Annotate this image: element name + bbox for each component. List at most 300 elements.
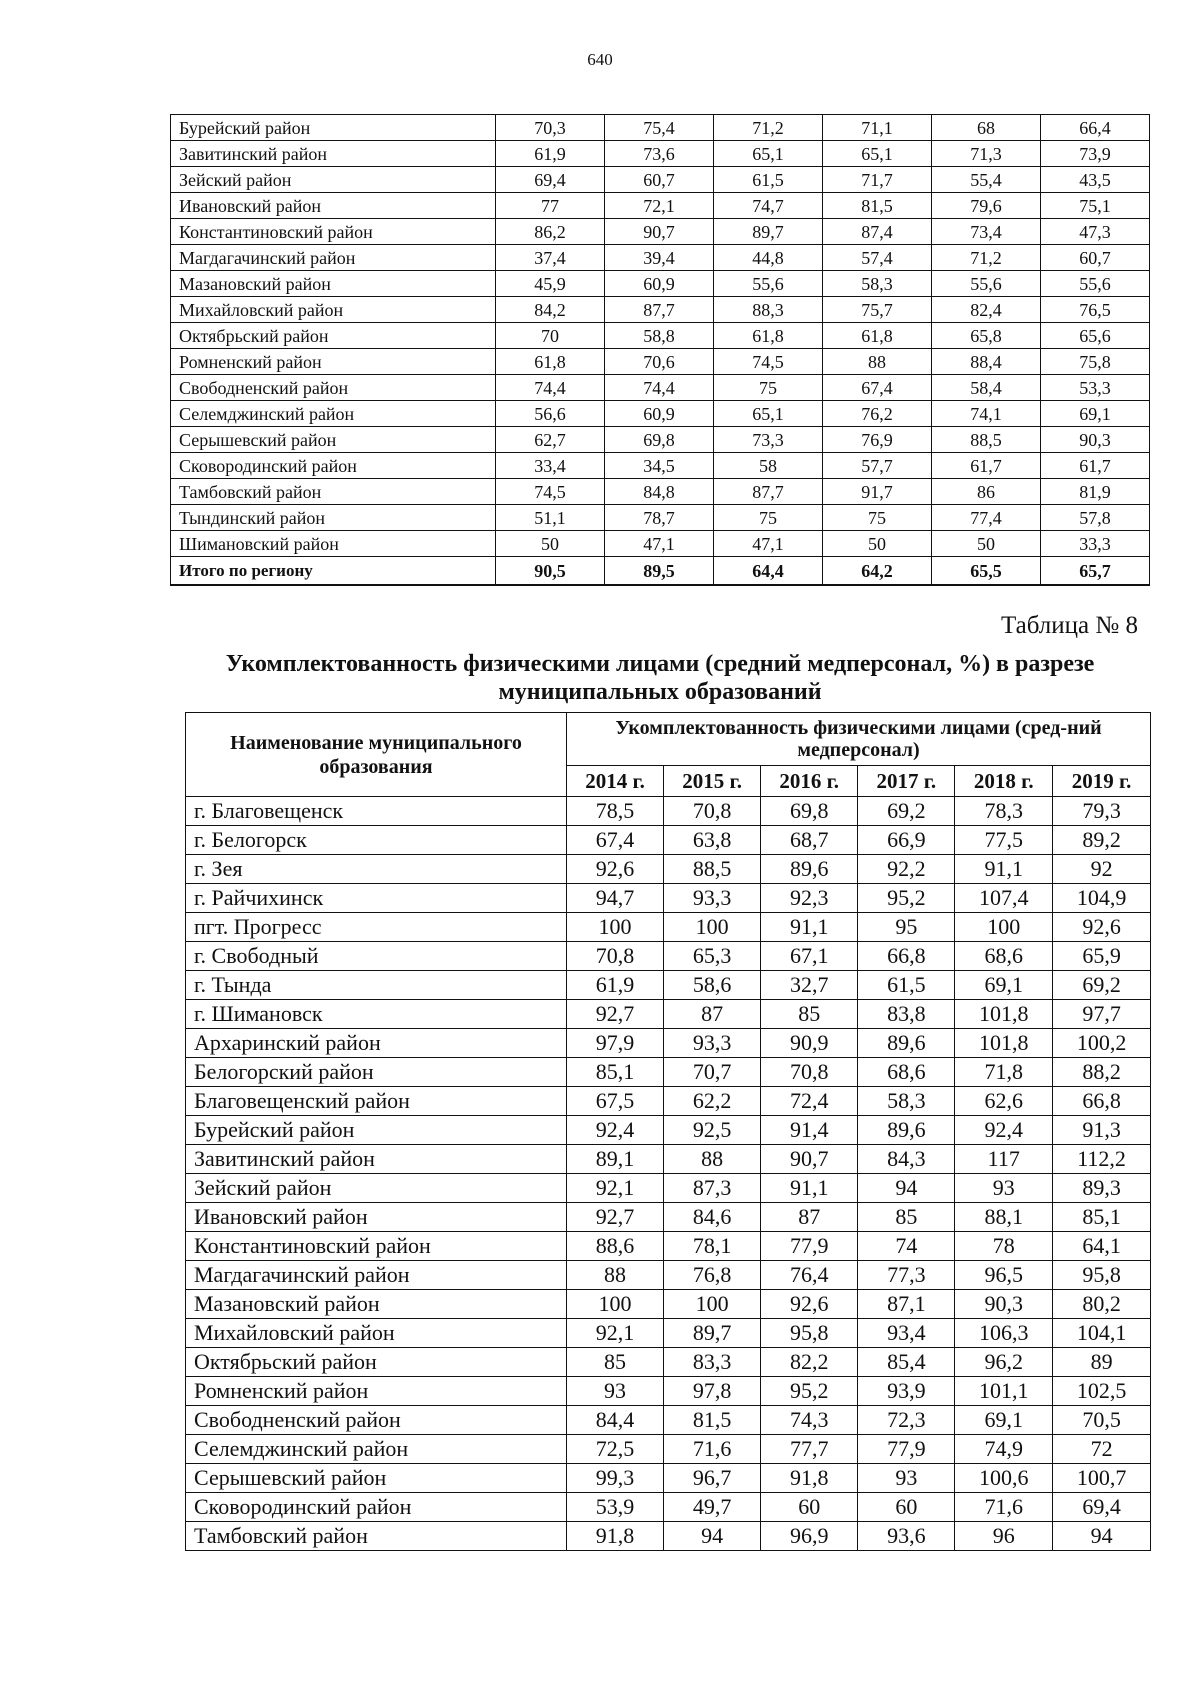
- value-cell: 62,2: [664, 1087, 761, 1116]
- value-cell: 69,1: [955, 1406, 1053, 1435]
- value-cell: 92,2: [858, 855, 955, 884]
- value-cell: 88,1: [955, 1203, 1053, 1232]
- year-header: 2014 г.: [567, 766, 664, 797]
- value-cell: 95: [858, 913, 955, 942]
- table-row: [171, 453, 1150, 479]
- value-cell: 71,1: [823, 115, 932, 141]
- value-cell: 70,8: [664, 797, 761, 826]
- value-cell: 65,3: [664, 942, 761, 971]
- value-cell: 92,5: [664, 1116, 761, 1145]
- value-cell: 70,7: [664, 1058, 761, 1087]
- value-cell: 65,9: [1053, 942, 1151, 971]
- value-cell: 69,1: [955, 971, 1053, 1000]
- value-cell: 74,3: [761, 1406, 858, 1435]
- value-cell: 53,9: [567, 1493, 664, 1522]
- value-cell: 97,7: [1053, 1000, 1151, 1029]
- table-row: [171, 375, 1150, 401]
- value-cell: 91,8: [761, 1464, 858, 1493]
- year-header: 2016 г.: [761, 766, 858, 797]
- value-cell: 66,4: [1041, 115, 1150, 141]
- value-cell: 65,1: [714, 141, 823, 167]
- value-cell: 89,1: [567, 1145, 664, 1174]
- row-name-cell: Свободненский район: [186, 1406, 567, 1435]
- value-cell: 87,7: [605, 297, 714, 323]
- value-cell: 84,2: [496, 297, 605, 323]
- table-row: [171, 115, 1150, 141]
- value-cell: 88,3: [714, 297, 823, 323]
- value-cell: 93: [567, 1377, 664, 1406]
- value-cell: 74,4: [605, 375, 714, 401]
- value-cell: 78,5: [567, 797, 664, 826]
- value-cell: 70,3: [496, 115, 605, 141]
- value-cell: 80,2: [1053, 1290, 1151, 1319]
- row-name-cell: Ромненский район: [171, 349, 496, 375]
- row-name-cell: Константиновский район: [171, 219, 496, 245]
- value-cell: 95,2: [858, 884, 955, 913]
- value-cell: 101,8: [955, 1029, 1053, 1058]
- value-cell: 86: [932, 479, 1041, 505]
- row-name-cell: Белогорский район: [186, 1058, 567, 1087]
- total-value-cell: 90,5: [496, 557, 605, 586]
- value-cell: 74,5: [496, 479, 605, 505]
- value-cell: 92,1: [567, 1319, 664, 1348]
- value-cell: 61,9: [496, 141, 605, 167]
- value-cell: 84,3: [858, 1145, 955, 1174]
- value-cell: 77,5: [955, 826, 1053, 855]
- table-row: [186, 826, 1151, 855]
- table-row: [186, 1174, 1151, 1203]
- total-value-cell: 89,5: [605, 557, 714, 586]
- value-cell: 61,7: [1041, 453, 1150, 479]
- row-name-cell: г. Благовещенск: [186, 797, 567, 826]
- value-cell: 104,1: [1053, 1319, 1151, 1348]
- value-cell: 87,7: [714, 479, 823, 505]
- value-cell: 100: [664, 913, 761, 942]
- value-cell: 44,8: [714, 245, 823, 271]
- value-cell: 65,1: [823, 141, 932, 167]
- value-cell: 85,4: [858, 1348, 955, 1377]
- value-cell: 90,7: [761, 1145, 858, 1174]
- value-cell: 61,5: [714, 167, 823, 193]
- value-cell: 64,1: [1053, 1232, 1151, 1261]
- value-cell: 92,4: [955, 1116, 1053, 1145]
- value-cell: 73,6: [605, 141, 714, 167]
- value-cell: 70: [496, 323, 605, 349]
- value-cell: 74,9: [955, 1435, 1053, 1464]
- value-cell: 91,4: [761, 1116, 858, 1145]
- row-name-cell: Селемджинский район: [186, 1435, 567, 1464]
- value-cell: 75: [714, 375, 823, 401]
- value-cell: 100: [955, 913, 1053, 942]
- value-cell: 70,5: [1053, 1406, 1151, 1435]
- value-cell: 62,6: [955, 1087, 1053, 1116]
- value-cell: 79,6: [932, 193, 1041, 219]
- table-row: [186, 942, 1151, 971]
- row-name-cell: Шимановский район: [171, 531, 496, 557]
- value-cell: 63,8: [664, 826, 761, 855]
- value-cell: 68,6: [955, 942, 1053, 971]
- value-cell: 96,7: [664, 1464, 761, 1493]
- value-cell: 96,2: [955, 1348, 1053, 1377]
- row-name-cell: г. Тында: [186, 971, 567, 1000]
- table-row: [186, 1348, 1151, 1377]
- value-cell: 57,8: [1041, 505, 1150, 531]
- value-cell: 67,1: [761, 942, 858, 971]
- value-cell: 58,6: [664, 971, 761, 1000]
- row-name-cell: пгт. Прогресс: [186, 913, 567, 942]
- value-cell: 78,3: [955, 797, 1053, 826]
- value-cell: 100: [567, 1290, 664, 1319]
- value-cell: 89,7: [664, 1319, 761, 1348]
- value-cell: 32,7: [761, 971, 858, 1000]
- value-cell: 61,8: [714, 323, 823, 349]
- year-header: 2019 г.: [1053, 766, 1151, 797]
- value-cell: 88: [664, 1145, 761, 1174]
- value-cell: 71,2: [932, 245, 1041, 271]
- value-cell: 86,2: [496, 219, 605, 245]
- table-row: [186, 1464, 1151, 1493]
- value-cell: 92,6: [761, 1290, 858, 1319]
- value-cell: 75: [823, 505, 932, 531]
- value-cell: 43,5: [1041, 167, 1150, 193]
- value-cell: 117: [955, 1145, 1053, 1174]
- row-name-cell: Завитинский район: [171, 141, 496, 167]
- row-name-cell: Серышевский район: [186, 1464, 567, 1493]
- row-name-cell: Тамбовский район: [171, 479, 496, 505]
- page-number: 640: [587, 50, 613, 69]
- table-row: [186, 1493, 1151, 1522]
- table-row: [186, 1087, 1151, 1116]
- value-cell: 85: [858, 1203, 955, 1232]
- table-number: Таблица № 8: [1000, 612, 1138, 639]
- value-cell: 71,6: [664, 1435, 761, 1464]
- value-cell: 92,7: [567, 1000, 664, 1029]
- value-cell: 71,8: [955, 1058, 1053, 1087]
- row-name-cell: Серышевский район: [171, 427, 496, 453]
- row-name-cell: Завитинский район: [186, 1145, 567, 1174]
- value-cell: 55,6: [714, 271, 823, 297]
- table-row: [171, 349, 1150, 375]
- value-cell: 94: [664, 1522, 761, 1551]
- value-cell: 83,8: [858, 1000, 955, 1029]
- row-name-cell: г. Шимановск: [186, 1000, 567, 1029]
- value-cell: 93,6: [858, 1522, 955, 1551]
- row-name-cell: г. Райчихинск: [186, 884, 567, 913]
- value-cell: 49,7: [664, 1493, 761, 1522]
- value-cell: 89,7: [714, 219, 823, 245]
- row-name-cell: Мазановский район: [186, 1290, 567, 1319]
- value-cell: 58,3: [858, 1087, 955, 1116]
- value-cell: 77,4: [932, 505, 1041, 531]
- table-row: [186, 1406, 1151, 1435]
- value-cell: 61,5: [858, 971, 955, 1000]
- value-cell: 74: [858, 1232, 955, 1261]
- value-cell: 65,1: [714, 401, 823, 427]
- value-cell: 93,4: [858, 1319, 955, 1348]
- row-name-cell: Бурейский район: [171, 115, 496, 141]
- value-cell: 76,8: [664, 1261, 761, 1290]
- value-cell: 102,5: [1053, 1377, 1151, 1406]
- value-cell: 66,9: [858, 826, 955, 855]
- total-label: Итого по региону: [171, 557, 496, 586]
- value-cell: 69,4: [496, 167, 605, 193]
- value-cell: 60,9: [605, 271, 714, 297]
- value-cell: 77: [496, 193, 605, 219]
- value-cell: 60,9: [605, 401, 714, 427]
- table-row: [171, 427, 1150, 453]
- value-cell: 60: [761, 1493, 858, 1522]
- value-cell: 65,6: [1041, 323, 1150, 349]
- value-cell: 77,7: [761, 1435, 858, 1464]
- value-cell: 58,8: [605, 323, 714, 349]
- table-row: [186, 797, 1151, 826]
- table-title: Укомплектованность физическими лицами (средний медперсонал, %) в разрезе муниципальных образований: [225, 651, 1095, 705]
- value-cell: 74,7: [714, 193, 823, 219]
- row-name-cell: Бурейский район: [186, 1116, 567, 1145]
- table-row: [186, 1116, 1151, 1145]
- table-row: [186, 1261, 1151, 1290]
- value-cell: 88: [823, 349, 932, 375]
- table-row: [186, 1145, 1151, 1174]
- row-name-cell: Свободненский район: [171, 375, 496, 401]
- value-cell: 87,3: [664, 1174, 761, 1203]
- value-cell: 92,6: [567, 855, 664, 884]
- value-cell: 56,6: [496, 401, 605, 427]
- table-previous-body: [171, 115, 1150, 586]
- value-cell: 51,1: [496, 505, 605, 531]
- value-cell: 99,3: [567, 1464, 664, 1493]
- value-cell: 92,4: [567, 1116, 664, 1145]
- value-cell: 55,6: [1041, 271, 1150, 297]
- table-row: [186, 971, 1151, 1000]
- value-cell: 101,1: [955, 1377, 1053, 1406]
- value-cell: 84,4: [567, 1406, 664, 1435]
- value-cell: 85,1: [567, 1058, 664, 1087]
- value-cell: 89,6: [761, 855, 858, 884]
- value-cell: 106,3: [955, 1319, 1053, 1348]
- value-cell: 47,1: [714, 531, 823, 557]
- value-cell: 75,8: [1041, 349, 1150, 375]
- row-name-cell: г. Белогорск: [186, 826, 567, 855]
- row-name-cell: Ивановский район: [171, 193, 496, 219]
- value-cell: 66,8: [858, 942, 955, 971]
- value-cell: 70,8: [567, 942, 664, 971]
- value-cell: 45,9: [496, 271, 605, 297]
- value-cell: 58,4: [932, 375, 1041, 401]
- value-cell: 90,3: [1041, 427, 1150, 453]
- value-cell: 84,6: [664, 1203, 761, 1232]
- value-cell: 91,3: [1053, 1116, 1151, 1145]
- value-cell: 104,9: [1053, 884, 1151, 913]
- table-row: [186, 1319, 1151, 1348]
- value-cell: 82,2: [761, 1348, 858, 1377]
- table-row: [186, 1522, 1151, 1551]
- value-cell: 75,1: [1041, 193, 1150, 219]
- row-name-cell: Ромненский район: [186, 1377, 567, 1406]
- table-row: [171, 167, 1150, 193]
- table-row: [171, 323, 1150, 349]
- value-cell: 77,3: [858, 1261, 955, 1290]
- row-name-cell: г. Свободный: [186, 942, 567, 971]
- value-cell: 90,7: [605, 219, 714, 245]
- value-cell: 92,6: [1053, 913, 1151, 942]
- value-cell: 55,6: [932, 271, 1041, 297]
- row-name-cell: Архаринский район: [186, 1029, 567, 1058]
- value-cell: 61,8: [496, 349, 605, 375]
- value-cell: 55,4: [932, 167, 1041, 193]
- value-cell: 97,9: [567, 1029, 664, 1058]
- value-cell: 67,4: [823, 375, 932, 401]
- value-cell: 112,2: [1053, 1145, 1151, 1174]
- total-value-cell: 65,7: [1041, 557, 1150, 586]
- row-name-cell: г. Зея: [186, 855, 567, 884]
- value-cell: 72,4: [761, 1087, 858, 1116]
- value-cell: 88,5: [932, 427, 1041, 453]
- value-cell: 97,8: [664, 1377, 761, 1406]
- value-cell: 33,3: [1041, 531, 1150, 557]
- value-cell: 84,8: [605, 479, 714, 505]
- value-cell: 81,5: [664, 1406, 761, 1435]
- value-cell: 78,7: [605, 505, 714, 531]
- value-cell: 68,7: [761, 826, 858, 855]
- value-cell: 75,7: [823, 297, 932, 323]
- total-value-cell: 64,2: [823, 557, 932, 586]
- year-header: 2018 г.: [955, 766, 1053, 797]
- value-cell: 92,3: [761, 884, 858, 913]
- total-value-cell: 65,5: [932, 557, 1041, 586]
- table-row: [186, 855, 1151, 884]
- value-cell: 96,5: [955, 1261, 1053, 1290]
- column-group-header-staffing: Укомплектованность физическими лицами (сред-ний медперсонал): [567, 713, 1151, 766]
- value-cell: 91,1: [955, 855, 1053, 884]
- value-cell: 74,4: [496, 375, 605, 401]
- value-cell: 95,8: [1053, 1261, 1151, 1290]
- value-cell: 72,1: [605, 193, 714, 219]
- table-row: [186, 1377, 1151, 1406]
- table-row: [186, 1000, 1151, 1029]
- value-cell: 69,2: [858, 797, 955, 826]
- table-row: [171, 297, 1150, 323]
- value-cell: 61,7: [932, 453, 1041, 479]
- table-previous-continuation: [170, 114, 1150, 586]
- value-cell: 73,4: [932, 219, 1041, 245]
- table-row: [186, 1029, 1151, 1058]
- value-cell: 62,7: [496, 427, 605, 453]
- value-cell: 94,7: [567, 884, 664, 913]
- value-cell: 89,6: [858, 1029, 955, 1058]
- value-cell: 74,5: [714, 349, 823, 375]
- value-cell: 89,2: [1053, 826, 1151, 855]
- value-cell: 92,7: [567, 1203, 664, 1232]
- table-row: [171, 271, 1150, 297]
- value-cell: 79,3: [1053, 797, 1151, 826]
- value-cell: 50: [496, 531, 605, 557]
- table-row: [186, 1290, 1151, 1319]
- table-row: [171, 401, 1150, 427]
- column-header-municipality: Наименование муниципального образования: [186, 713, 567, 797]
- value-cell: 94: [1053, 1522, 1151, 1551]
- value-cell: 75: [714, 505, 823, 531]
- year-header: 2017 г.: [858, 766, 955, 797]
- value-cell: 94: [858, 1174, 955, 1203]
- value-cell: 34,5: [605, 453, 714, 479]
- total-row: [171, 557, 1150, 586]
- row-name-cell: Мазановский район: [171, 271, 496, 297]
- value-cell: 100: [664, 1290, 761, 1319]
- value-cell: 87,1: [858, 1290, 955, 1319]
- value-cell: 72,5: [567, 1435, 664, 1464]
- row-name-cell: Константиновский район: [186, 1232, 567, 1261]
- value-cell: 82,4: [932, 297, 1041, 323]
- value-cell: 60,7: [605, 167, 714, 193]
- row-name-cell: Михайловский район: [171, 297, 496, 323]
- value-cell: 69,8: [605, 427, 714, 453]
- value-cell: 67,4: [567, 826, 664, 855]
- value-cell: 53,3: [1041, 375, 1150, 401]
- row-name-cell: Зейский район: [186, 1174, 567, 1203]
- value-cell: 50: [932, 531, 1041, 557]
- value-cell: 37,4: [496, 245, 605, 271]
- value-cell: 60,7: [1041, 245, 1150, 271]
- value-cell: 93,3: [664, 1029, 761, 1058]
- value-cell: 71,6: [955, 1493, 1053, 1522]
- row-name-cell: Селемджинский район: [171, 401, 496, 427]
- value-cell: 50: [823, 531, 932, 557]
- value-cell: 100,2: [1053, 1029, 1151, 1058]
- table-row: [171, 219, 1150, 245]
- value-cell: 91,7: [823, 479, 932, 505]
- row-name-cell: Магдагачинский район: [171, 245, 496, 271]
- value-cell: 69,4: [1053, 1493, 1151, 1522]
- value-cell: 69,1: [1041, 401, 1150, 427]
- value-cell: 60: [858, 1493, 955, 1522]
- table-row: [171, 193, 1150, 219]
- value-cell: 92,1: [567, 1174, 664, 1203]
- year-header: 2015 г.: [664, 766, 761, 797]
- value-cell: 70,8: [761, 1058, 858, 1087]
- value-cell: 76,2: [823, 401, 932, 427]
- value-cell: 100,7: [1053, 1464, 1151, 1493]
- table-row: [186, 884, 1151, 913]
- value-cell: 81,5: [823, 193, 932, 219]
- table-8-head: [186, 713, 1151, 797]
- value-cell: 87,4: [823, 219, 932, 245]
- value-cell: 89: [1053, 1348, 1151, 1377]
- value-cell: 47,1: [605, 531, 714, 557]
- value-cell: 89,6: [858, 1116, 955, 1145]
- value-cell: 107,4: [955, 884, 1053, 913]
- value-cell: 91,1: [761, 1174, 858, 1203]
- row-name-cell: Сковородинский район: [171, 453, 496, 479]
- value-cell: 81,9: [1041, 479, 1150, 505]
- value-cell: 72: [1053, 1435, 1151, 1464]
- table-row: [186, 1232, 1151, 1261]
- value-cell: 83,3: [664, 1348, 761, 1377]
- value-cell: 96,9: [761, 1522, 858, 1551]
- value-cell: 77,9: [858, 1435, 955, 1464]
- value-cell: 57,4: [823, 245, 932, 271]
- value-cell: 69,8: [761, 797, 858, 826]
- value-cell: 61,9: [567, 971, 664, 1000]
- value-cell: 57,7: [823, 453, 932, 479]
- row-name-cell: Тындинский район: [171, 505, 496, 531]
- table-row: [171, 505, 1150, 531]
- value-cell: 58: [714, 453, 823, 479]
- value-cell: 39,4: [605, 245, 714, 271]
- value-cell: 76,4: [761, 1261, 858, 1290]
- row-name-cell: Михайловский район: [186, 1319, 567, 1348]
- value-cell: 90,3: [955, 1290, 1053, 1319]
